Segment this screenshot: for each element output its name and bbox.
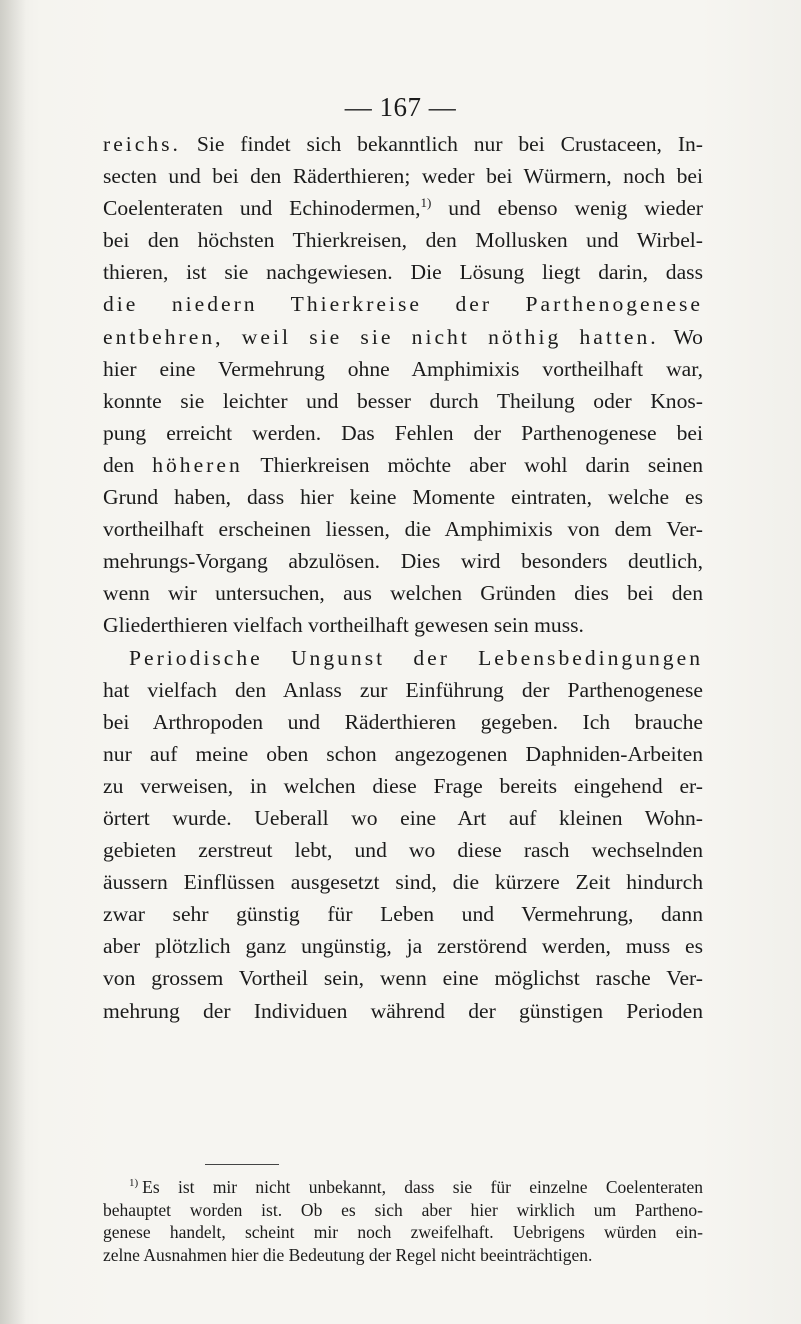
footnote-line (103, 1244, 703, 1267)
footnote-text: Es ist mir nicht unbekannt, dass sie für einzelne Coelenteraten (142, 1177, 703, 1197)
text-line: bei den höchsten Thierkreisen, den Mollusken und Wirbel- (103, 228, 703, 253)
text-line: Grund haben, dass hier keine Momente eintraten, welche es (103, 485, 703, 510)
text-line: äussern Einflüssen ausgesetzt sind, die kürzere Zeit hindurch (103, 870, 703, 895)
text-line: Periodische Ungunst der Lebensbedingungen (129, 645, 703, 670)
text-line: pung erreicht werden. Das Fehlen der Parthenogenese bei (103, 420, 703, 445)
page-gutter-shadow (0, 0, 26, 1324)
footnote-rule (205, 1164, 279, 1165)
text-line: secten und bei den Räderthieren; weder bei Würmern, noch bei (103, 164, 703, 189)
text-line (103, 192, 703, 224)
text-line: vortheilhaft erscheinen liessen, die Amphimixis von dem Ver- (103, 517, 703, 542)
text-run: Wo (658, 324, 703, 349)
text-line: thieren, ist sie nachgewiesen. Die Lösung liegt darin, dass (103, 260, 703, 285)
text-line: von grossem Vortheil sein, wenn eine möglichst rasche Ver- (103, 966, 703, 991)
text-run: den (103, 452, 153, 477)
body-text (103, 128, 703, 1027)
text-line: örtert wurde. Ueberall wo eine Art auf kleinen Wohn- (103, 805, 703, 830)
text-line: zu verweisen, in welchen diese Frage bereits eingehend er- (103, 773, 703, 798)
text-line: mehrung der Individuen während der günstigen Perioden (103, 998, 703, 1023)
footnote-text: behauptet worden ist. Ob es sich aber hier wirklich um Partheno- (103, 1199, 703, 1220)
footnote-text: genese handelt, scheint mir noch zweifelhaft. Uebrigens würden ein- (103, 1222, 703, 1242)
text-line: mehrungs-Vorgang abzulösen. Dies wird besonders deutlich, (103, 549, 703, 574)
text-line: hier eine Vermehrung ohne Amphimixis vortheilhaft war, (103, 356, 703, 381)
text-line: hat vielfach den Anlass zur Einführung der Parthenogenese (103, 677, 703, 702)
text-run: und ebenso wenig wieder (431, 196, 703, 221)
footnote-marker: 1) (129, 1177, 139, 1190)
text-line (103, 321, 703, 353)
page-number: — 167 — (344, 92, 457, 122)
text-line: konnte sie leichter und besser durch Theilung oder Knos- (103, 388, 703, 413)
footnote-line (103, 1221, 703, 1244)
text-line: Gliederthieren vielfach vortheilhaft gewesen sein muss. (103, 613, 584, 638)
footnote (103, 1176, 703, 1266)
text-line: wenn wir untersuchen, aus welchen Gründen dies bei den (103, 581, 703, 606)
text-line (103, 449, 703, 481)
text-line: bei Arthropoden und Räderthieren gegeben. Ich brauche (103, 709, 703, 734)
emphasized-text: höheren (152, 452, 243, 477)
text-line: aber plötzlich ganz ungünstig, ja zerstörend werden, muss es (103, 934, 703, 959)
text-line (103, 128, 703, 160)
text-line: nur auf meine oben schon angezogenen Daphniden-Arbeiten (103, 741, 703, 766)
footnote-reference: 1) (420, 195, 432, 210)
footnote-text: zelne Ausnahmen hier die Bedeutung der Regel nicht beeinträchtigen. (103, 1244, 593, 1265)
text-run: Sie findet sich bekanntlich nur bei Crustaceen, In- (180, 132, 703, 156)
footnote-line (103, 1176, 703, 1199)
text-line: zwar sehr günstig für Leben und Vermehrung, dann (103, 902, 703, 927)
text-run: Coelenteraten und Echinodermen, (103, 196, 421, 221)
emphasized-text: reichs. (103, 132, 181, 156)
emphasized-text: entbehren, weil sie sie nicht nöthig hatten. (103, 324, 659, 349)
text-run: Thierkreisen möchte aber wohl darin seinen (242, 452, 704, 477)
text-line: gebieten zerstreut lebt, und wo diese rasch wechselnden (103, 838, 703, 863)
footnote-line (103, 1199, 703, 1222)
text-line: die niedern Thierkreise der Parthenogenese (103, 292, 703, 317)
